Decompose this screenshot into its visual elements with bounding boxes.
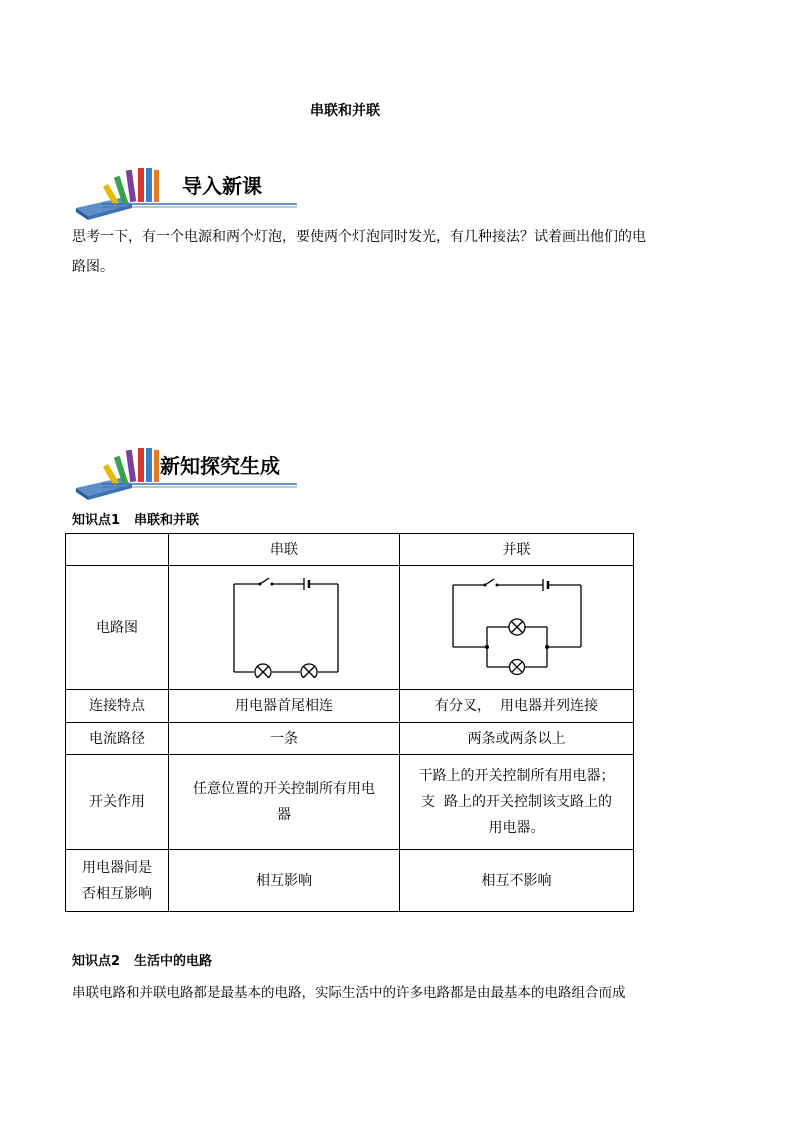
kp2-number: 知识点2 (72, 954, 121, 969)
header-cell-parallel: 并联 (400, 534, 634, 566)
series-switch-cell (169, 755, 400, 850)
comparison-table (65, 533, 634, 912)
series-connection: 用电器首尾相连 (169, 690, 400, 723)
parallel-circuit-diagram (447, 571, 587, 675)
parallel-influence: 相互不影响 (400, 850, 634, 912)
table-row-connection (66, 690, 634, 723)
banner-title: 新知探究生成 (160, 454, 280, 478)
series-influence: 相互影响 (169, 850, 400, 912)
row-label-current-path: 电流路径 (66, 723, 169, 755)
intro-question-line1: 思考一下，有一个电源和两个灯泡，要使两个灯泡同时发光，有几种接法？试着画出他们的电 (72, 229, 646, 245)
intro-question (72, 222, 724, 282)
intro-question-line2: 路图。 (72, 259, 114, 275)
parallel-circuit-cell (400, 566, 634, 690)
row-label-diagram: 电路图 (66, 566, 169, 690)
table-row-current-path (66, 723, 634, 755)
kp2-title: 生活中的电路 (134, 954, 213, 969)
page-title: 串联和并联 (310, 103, 380, 119)
kp2-paragraph: 串联电路和并联电路都是最基本的电路，实际生活中的许多电路都是由最基本的电路组合而成 (72, 985, 626, 1001)
influence-label-line2: 否相互影响 (82, 885, 152, 902)
table-row-influence (66, 850, 634, 912)
series-switch-line2: 器 (277, 807, 291, 823)
table-header-row (66, 534, 634, 566)
parallel-switch-line1: 干路上的开关控制所有用电器； (418, 768, 615, 784)
table-row-diagram (66, 566, 634, 690)
row-label-connection: 连接特点 (66, 690, 169, 723)
series-current-path: 一条 (169, 723, 400, 755)
section-banner-explore (72, 440, 302, 502)
header-cell-series: 串联 (169, 534, 400, 566)
parallel-switch-cell (400, 755, 634, 850)
row-label-switch: 开关作用 (66, 755, 169, 850)
kp1-number: 知识点1 (72, 513, 121, 528)
table-row-switch (66, 755, 634, 850)
series-circuit-diagram (224, 568, 344, 678)
parallel-connection: 有分叉， 用电器并列连接 (400, 690, 634, 723)
series-circuit-cell (169, 566, 400, 690)
parallel-switch-line2: 支 路上的开关控制该支路上的 (421, 794, 612, 810)
section-banner-intro (72, 160, 302, 222)
knowledge-point-1-heading (72, 509, 199, 528)
knowledge-point-2-heading (72, 950, 212, 969)
banner-title: 导入新课 (182, 174, 262, 198)
series-switch-line1: 任意位置的开关控制所有用电 (193, 781, 375, 797)
influence-label-line1: 用电器间是 (82, 859, 152, 876)
header-cell-empty (66, 534, 169, 566)
kp1-title: 串联和并联 (134, 513, 200, 528)
row-label-influence (66, 850, 169, 912)
parallel-switch-line3: 用电器。 (488, 820, 545, 836)
parallel-current-path: 两条或两条以上 (400, 723, 634, 755)
